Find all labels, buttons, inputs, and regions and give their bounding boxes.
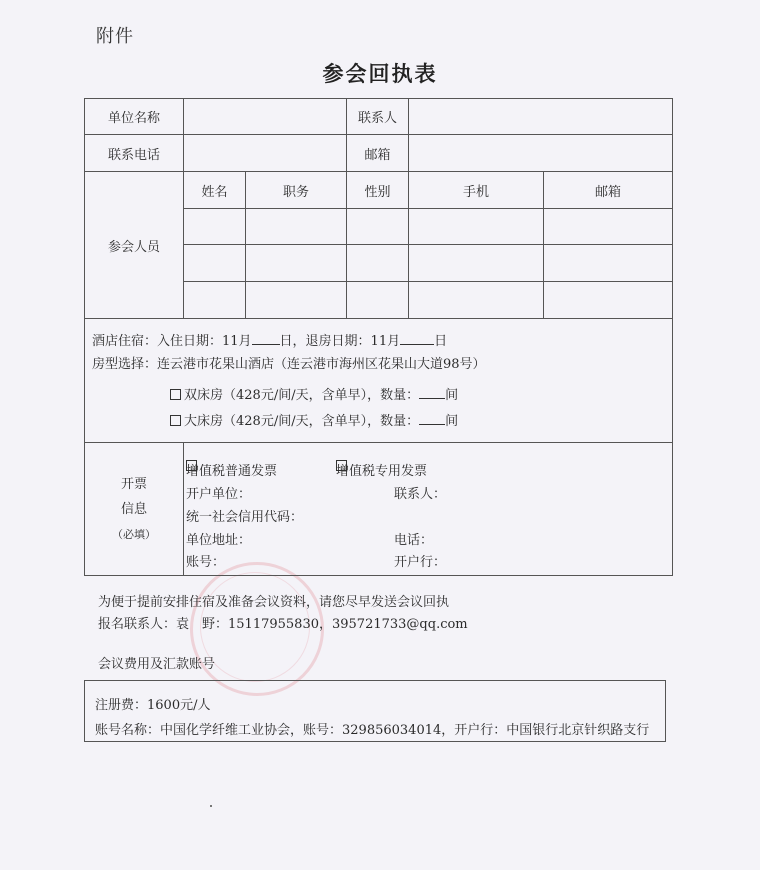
invoice-section <box>184 443 673 576</box>
checkin-day-blank[interactable] <box>252 332 280 345</box>
unit-address-label: 单位地址： <box>186 533 252 548</box>
attachment-label: 附件 <box>96 26 134 47</box>
bank-unit-label: 开户单位： <box>186 487 252 502</box>
invoice-contact-label: 联系人： <box>394 487 447 502</box>
column-header-mobile: 手机 <box>409 172 544 209</box>
twin-room-checkbox[interactable] <box>170 389 181 400</box>
fee-box <box>84 680 666 742</box>
checkin-label: 酒店住宿：入住日期：11月 <box>92 334 252 349</box>
fee-heading: 会议费用及汇款账号 <box>98 657 216 672</box>
attendees-label: 参会人员 <box>85 172 184 319</box>
email-field[interactable] <box>409 135 673 172</box>
invoice-phone-label: 电话： <box>394 533 434 548</box>
registration-form-table <box>84 98 673 576</box>
attendee-1-gender[interactable] <box>347 209 409 245</box>
day-suffix: 日 <box>434 334 448 349</box>
submission-note: 为便于提前安排住宿及准备会议资料，请您尽早发送会议回执 <box>98 595 450 610</box>
checkout-label: 日，退房日期：11月 <box>279 334 401 349</box>
attendee-1-email[interactable] <box>544 209 673 245</box>
attendee-2-position[interactable] <box>246 245 347 282</box>
contact-person-field[interactable] <box>409 99 673 135</box>
attendee-1-mobile[interactable] <box>409 209 544 245</box>
phone-field[interactable] <box>184 135 347 172</box>
column-header-name: 姓名 <box>184 172 246 209</box>
required-note: （必填） <box>112 527 156 541</box>
king-room-checkbox[interactable] <box>170 415 181 426</box>
column-header-position: 职务 <box>246 172 347 209</box>
king-room-option <box>92 412 672 431</box>
hotel-section <box>85 319 673 443</box>
unit-name-field[interactable] <box>184 99 347 135</box>
registration-fee: 注册费：1600元/人 <box>95 698 211 713</box>
normal-invoice-label: 增值税普通发票 <box>186 464 278 479</box>
attendee-3-email[interactable] <box>544 282 673 319</box>
attendee-1-name[interactable] <box>184 209 246 245</box>
attendee-3-gender[interactable] <box>347 282 409 319</box>
twin-room-option <box>92 386 672 405</box>
king-room-unit: 间 <box>445 414 459 429</box>
attendee-2-email[interactable] <box>544 245 673 282</box>
form-title: 参会回执表 <box>322 61 438 86</box>
column-header-gender: 性别 <box>347 172 409 209</box>
registration-contact: 报名联系人：袁 野：15117955830，395721733@qq.com <box>98 617 468 632</box>
attendee-3-mobile[interactable] <box>409 282 544 319</box>
king-room-label: 大床房（428元/间/天，含单早），数量： <box>184 414 420 429</box>
credit-code-label: 统一社会信用代码： <box>186 510 304 525</box>
email-label: 邮箱 <box>347 135 409 172</box>
special-invoice-label: 增值税专用发票 <box>336 464 428 479</box>
unit-name-label: 单位名称 <box>85 99 184 135</box>
scan-speck <box>210 805 212 807</box>
invoice-label-line2: 信息 <box>120 501 147 517</box>
twin-room-quantity[interactable] <box>419 386 445 399</box>
attendee-2-mobile[interactable] <box>409 245 544 282</box>
attendee-1-position[interactable] <box>246 209 347 245</box>
king-room-quantity[interactable] <box>419 412 445 425</box>
invoice-side-label <box>85 443 184 576</box>
checkout-day-blank[interactable] <box>400 332 434 345</box>
twin-room-unit: 间 <box>445 388 459 403</box>
attendee-2-name[interactable] <box>184 245 246 282</box>
room-type-line: 房型选择：连云港市花果山酒店（连云港市海州区花果山大道98号） <box>92 357 486 372</box>
attendee-2-gender[interactable] <box>347 245 409 282</box>
invoice-label-line1: 开票 <box>120 476 147 492</box>
bank-account-details: 账号名称：中国化学纤维工业协会，账号：329856034014，开户行：中国银行北京针织路支行 <box>95 723 650 738</box>
bank-branch-label: 开户行： <box>394 555 447 570</box>
attendee-3-name[interactable] <box>184 282 246 319</box>
column-header-email: 邮箱 <box>544 172 673 209</box>
hotel-dates-line <box>92 332 672 351</box>
contact-person-label: 联系人 <box>347 99 409 135</box>
phone-label: 联系电话 <box>85 135 184 172</box>
account-label: 账号： <box>186 555 226 570</box>
attendee-3-position[interactable] <box>246 282 347 319</box>
twin-room-label: 双床房（428元/间/天，含单早），数量： <box>184 388 420 403</box>
